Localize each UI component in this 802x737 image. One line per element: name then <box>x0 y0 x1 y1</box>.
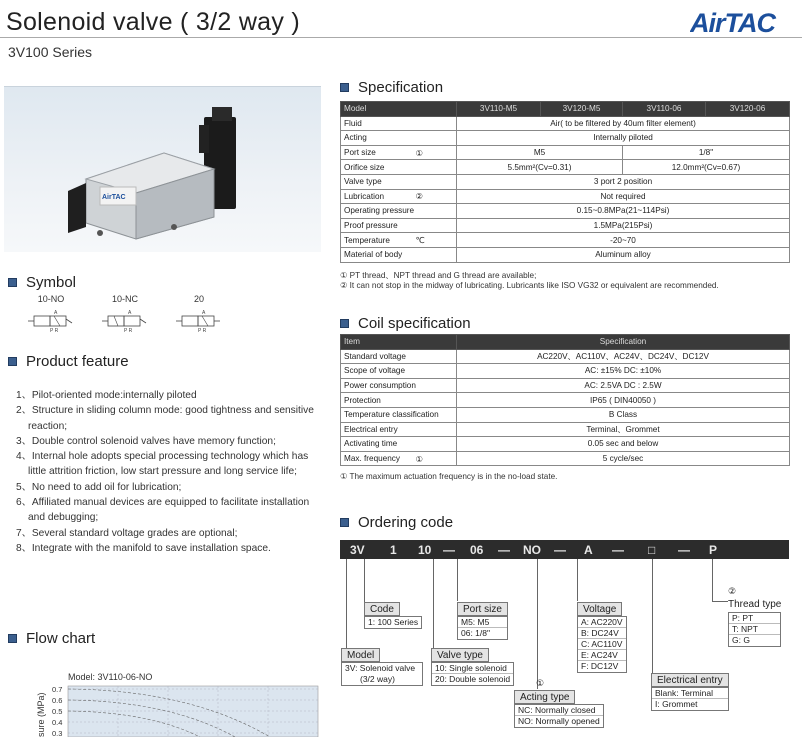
table-row: Orifice size 5.5mm²(Cv=0.31) 12.0mm²(Cv=0.67) <box>341 160 790 175</box>
connector-line <box>712 601 728 602</box>
feature-item: 1、Pilot-oriented mode:internally piloted <box>16 390 197 401</box>
table-row: Valve type 3 port 2 position <box>341 174 790 189</box>
specification-heading: Specification <box>340 79 443 96</box>
code-seg-port: 06 <box>470 542 484 557</box>
connector-line <box>577 559 578 601</box>
valve-symbol-icon <box>102 306 148 334</box>
connector-line <box>457 559 458 601</box>
code-seg-code: 1 <box>390 542 397 557</box>
spec-note-2: ② It can not stop in the midway of lubricating. Lubricants like ISO VG32 or equivalent are recommended. <box>340 281 719 290</box>
list-item: P: PT <box>729 613 780 624</box>
connector-line <box>433 559 434 649</box>
section-bullet-icon <box>340 319 349 328</box>
title-rule <box>0 37 802 38</box>
order-thread-box: ② Thread type P: PT T: NPT G: G <box>728 586 782 645</box>
table-row: Acting Internally piloted <box>341 131 790 146</box>
svg-text:P R: P R <box>198 328 207 334</box>
section-bullet-icon <box>340 83 349 92</box>
symbol-20: 20 A P R <box>176 294 222 334</box>
feature-item: 2、Structure in sliding column mode: good tightness and sensitive reaction; <box>16 405 314 432</box>
table-row: Lubrication ② Not required <box>341 189 790 204</box>
feature-item: 3、Double control solenoid valves have memory function; <box>16 435 276 447</box>
table-row: Protection IP65 ( DIN40050 ) <box>341 393 790 408</box>
table-row: Standard voltage AC220V、AC110V、AC24V、DC24V、DC12V <box>341 349 790 364</box>
valve-symbols <box>28 294 222 334</box>
flow-model-label: Model: 3V110-06-NO <box>68 672 153 682</box>
table-header-row: Item Specification <box>341 335 790 350</box>
ordering-code-heading: Ordering code <box>340 514 453 531</box>
code-seg-dash: — <box>678 542 690 557</box>
code-seg-valve-type: 10 <box>418 542 432 557</box>
code-seg-dash: — <box>612 542 624 557</box>
section-bullet-icon <box>340 518 349 527</box>
table-row: Fluid Air( to be filtered by 40um filter element) <box>341 116 790 131</box>
feature-item: 6、Affiliated manual devices are equipped to facilitate installation and debugging; <box>16 497 310 524</box>
table-row: Proof pressure 1.5MPa(215Psi) <box>341 218 790 233</box>
list-item: 10: Single solenoid <box>432 663 513 674</box>
table-row: Port size ① M5 1/8" <box>341 145 790 160</box>
flow-tick: 0.5 <box>52 707 63 716</box>
list-item: E: AC24V <box>578 650 626 661</box>
order-voltage-box: Voltage A: AC220V B: DC24V C: AC110V E: AC24V F: DC12V <box>577 602 627 673</box>
feature-item: 5、No need to add oil for lubrication; <box>16 481 182 493</box>
table-row: Activating time 0.05 sec and below <box>341 437 790 452</box>
table-row: Scope of voltage AC: ±15% DC: ±10% <box>341 364 790 379</box>
connector-line <box>537 559 538 689</box>
order-electrical-box: Electrical entry Blank: Terminal I: Grommet <box>651 673 729 711</box>
coil-note: ① The maximum actuation frequency is in the no-load state. <box>340 472 558 481</box>
svg-text:P R: P R <box>50 328 59 334</box>
order-port-box: Port size M5: M5 06: 1/8" <box>457 602 508 640</box>
list-item: M5: M5 <box>458 617 507 628</box>
code-seg-series: 3V <box>350 542 365 557</box>
table-row: Temperature ℃ -20~70 <box>341 233 790 248</box>
svg-text:A: A <box>128 310 132 316</box>
order-valve-type-box: Valve type 10: Single solenoid 20: Double solenoid <box>431 648 514 686</box>
table-row: Material of body Aluminum alloy <box>341 247 790 262</box>
table-header-row: Model 3V110-M5 3V120-M5 3V110-06 3V120-06 <box>341 102 790 117</box>
connector-line <box>712 559 713 601</box>
table-row: Max. frequency ① 5 cycle/sec <box>341 451 790 466</box>
page-title: Solenoid valve ( 3/2 way ) <box>6 8 301 36</box>
list-item: 20: Double solenoid <box>435 674 511 684</box>
feature-item: 4、Internal hole adopts special processing technology which has little attrition friction, low start pressure and long service life; <box>16 451 309 478</box>
code-seg-dash: — <box>443 542 455 557</box>
product-photo <box>4 86 321 252</box>
symbol-10-no: 10-NO A P R <box>28 294 74 334</box>
code-seg-acting: NO <box>523 542 541 557</box>
list-item: Blank: Terminal <box>652 688 728 699</box>
spec-note-1: ① PT thread、NPT thread and G thread are available; <box>340 271 537 280</box>
connector-line <box>364 559 365 603</box>
list-item: B: DC24V <box>578 628 626 639</box>
feature-item: 7、Several standard voltage grades are optional; <box>16 527 238 539</box>
code-seg-dash: — <box>498 542 510 557</box>
list-item: 3V: Solenoid valve <box>345 663 416 673</box>
feature-list <box>16 388 321 556</box>
solenoid-valve-image <box>4 87 321 253</box>
list-item: NC: Normally closed <box>515 705 603 716</box>
list-item: C: AC110V <box>578 639 626 650</box>
table-row: Electrical entry Terminal、Grommet <box>341 422 790 437</box>
code-seg-dash: — <box>554 542 566 557</box>
code-seg-thread: P <box>709 542 718 557</box>
table-row: Power consumption AC: 2.5VA DC : 2.5W <box>341 378 790 393</box>
flow-tick: 0.4 <box>52 718 63 727</box>
airtac-logo-icon <box>690 8 786 36</box>
flow-tick: 0.7 <box>52 685 63 694</box>
list-item: 1: 100 Series <box>368 617 419 627</box>
code-seg-voltage: A <box>584 542 593 557</box>
section-bullet-icon <box>8 278 17 287</box>
list-item: (3/2 way) <box>360 674 395 684</box>
section-bullet-icon <box>8 357 17 366</box>
page-subtitle: 3V100 Series <box>8 44 93 60</box>
order-acting-box: ① Acting type NC: Normally closed NO: Normally opened <box>514 678 604 728</box>
coil-spec-table <box>340 334 790 466</box>
order-code-box: Code 1: 100 Series <box>364 602 422 629</box>
order-model-box: Model 3V: Solenoid valve (3/2 way) <box>341 648 423 686</box>
list-item: F: DC12V <box>581 661 619 671</box>
list-item: G: G <box>732 635 750 645</box>
list-item: 06: 1/8" <box>461 628 491 638</box>
flow-chart <box>20 684 320 737</box>
product-feature-heading: Product feature <box>8 353 129 370</box>
valve-symbol-icon <box>28 306 74 334</box>
symbol-heading: Symbol <box>8 274 76 291</box>
list-item: T: NPT <box>729 624 780 635</box>
svg-text:AirTAC: AirTAC <box>102 194 126 201</box>
valve-symbol-icon <box>176 306 222 334</box>
table-row: Operating pressure 0.15~0.8MPa(21~114Psi) <box>341 204 790 219</box>
connector-line <box>652 559 653 673</box>
flow-tick: 0.6 <box>52 696 63 705</box>
section-bullet-icon <box>8 634 17 643</box>
svg-text:A: A <box>54 310 58 316</box>
flow-chart-heading: Flow chart <box>8 630 95 647</box>
list-item: NO: Normally opened <box>518 716 600 726</box>
symbol-10-nc: 10-NC A P R <box>102 294 148 334</box>
flow-ylabel: sure (MPa) <box>36 692 46 737</box>
list-item: A: AC220V <box>578 617 626 628</box>
brand-logo <box>690 8 786 44</box>
list-item: I: Grommet <box>655 699 698 709</box>
svg-text:P R: P R <box>124 328 133 334</box>
flow-tick: 0.3 <box>52 729 63 737</box>
ordering-code-bar <box>340 540 789 559</box>
code-seg-entry: □ <box>648 542 656 557</box>
coil-spec-heading: Coil specification <box>340 315 471 332</box>
specification-table <box>340 101 790 263</box>
svg-text:A: A <box>202 310 206 316</box>
table-row: Temperature classification B Class <box>341 407 790 422</box>
feature-item: 8、Integrate with the manifold to save installation space. <box>16 542 271 554</box>
svg-text:AirTAC: AirTAC <box>690 8 775 36</box>
connector-line <box>346 559 347 649</box>
